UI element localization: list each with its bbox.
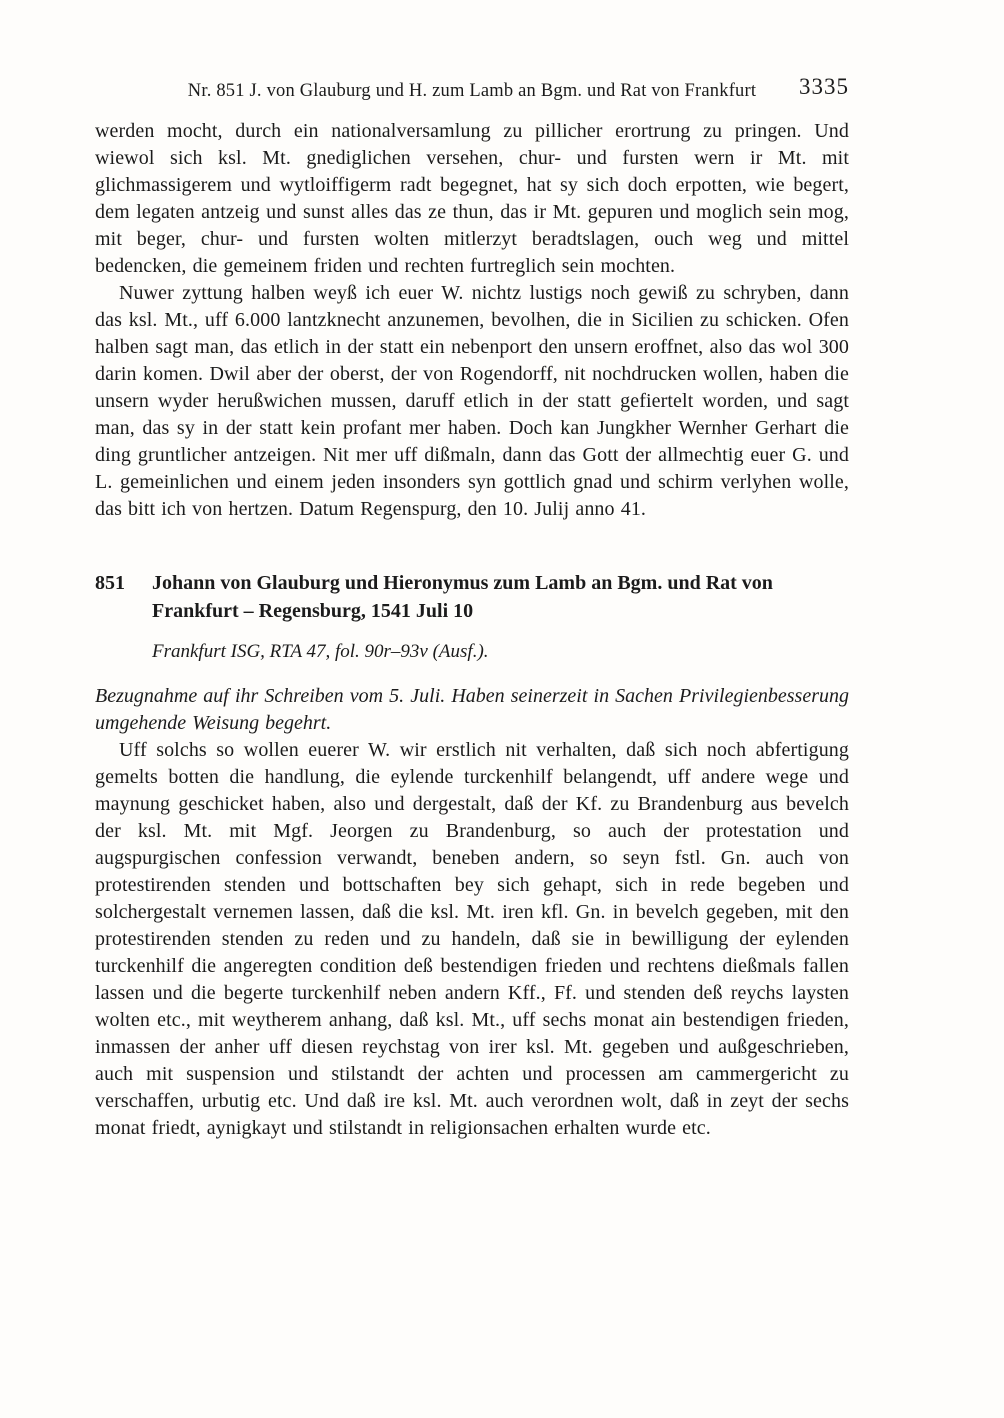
letter-number: 851 xyxy=(95,572,125,594)
archival-source: Frankfurt ISG, RTA 47, fol. 90r–93v (Ausf.). xyxy=(152,641,489,662)
letter-851-paragraph: Uff solchs so wollen euerer W. wir erstlich nit verhalten, daß sich noch abfertigung gemelts botten die handlung, die eylende turckenhilf belangendt, uff andere wege und maynung geschicket haben, also und dergestalt, daß der Kf. zu Brandenburg aus bevelch der ksl. Mt. mit Mgf. Jeorgen zu Brandenburg, so auch der protestation und augspurgischen confession verwandt, beneben andern, so seyn fstl. Gn. auch von protestirenden stenden und bottschaften bey sich gehapt, sich in rede begeben und solchergestalt vernemen lassen, daß die ksl. Mt. iren kfl. Gn. in bevelch gegeben, mit den protestirenden stenden zu reden und zu handeln, daß sie in bewilligung der eylenden turckenhilf die angeregten condition deß bestendigen frieden und rechtens dießmals fallen lassen und die begerte turckenhilf neben andern Kff., Ff. und stenden deß reychs laysten wolten etc., mit weytherem anhang, daß ksl. Mt., uff sechs monat ain bestendigen frieden, inmassen der anher uff diesen reychstag von irer ksl. Mt. gegeben und außgeschrieben, auch mit suspension und stilstandt der achten und processen am cammergericht zu verschaffen, urbutig etc. Und daß ire ksl. Mt. auch verordnen wolt, daß in zeyt der sechs monat friedt, aynigkayt und stilstandt in religionsachen erhalten wurde etc. xyxy=(95,739,849,1139)
running-head xyxy=(95,74,849,108)
letter-850-paragraph: Nuwer zyttung halben weyß ich euer W. nichtz lustigs noch gewiß zu schryben, dann das ksl. Mt., uff 6.000 lantzknecht anzunemen, bevolhen, die in Sicilien zu schicken. Ofen halben sagt man, das etlich in der statt ein nebenport den unsern eroffnet, also das wol 300 darin komen. Dwil aber der oberst, der von Rogendorff, nit nochdrucken wollen, haben die unsern wyder herußwichen mussen, daruff etlich in der statt gefiertelt worden, und sagt man, das sy in der statt kein profant mer haben. Doch kan Jungkher Wernher Gerhart die ding gruntlicher antzeigen. Nit mer uff dißmaln, dann das Gott der allmechtig euer G. und L. gemeinlichen und einem jeden insonders syn gottlich gnad und schirm verlyhen wolle, das bitt ich von hertzen. Datum Regenspurg, den 10. Julij anno 41. xyxy=(95,282,849,520)
page-number: 3335 xyxy=(799,74,849,99)
text-column xyxy=(95,74,849,1142)
running-head-title: Nr. 851 J. von Glauburg und H. zum Lamb an Bgm. und Rat von Frankfurt xyxy=(187,81,757,101)
letter-summary: Bezugnahme auf ihr Schreiben vom 5. Juli. Haben seinerzeit in Sachen Privilegienbesserung umgehende Weisung begehrt. xyxy=(95,685,849,734)
letter-850-continuation xyxy=(95,118,849,523)
letter-850-paragraph: werden mocht, durch ein nationalversamlung zu pillicher erortrung zu pringen. Und wiewol sich ksl. Mt. gnediglichen versehen, chur- und fursten wern ir Mt. mit glichmassigerem und wytloiffigerm radt begegnet, hat sy sich doch erpotten, wie begert, dem legaten antzeig und sunst alles das ze thun, das ir Mt. gepuren und moglich sein mog, mit beger, chur- und fursten wolten mitlerzyt beradtslagen, ouch weg und mittel bedencken, die gemeinem friden und rechten furtreglich sein mochten. xyxy=(95,120,849,277)
letter-title: Johann von Glauburg und Hieronymus zum Lamb an Bgm. und Rat von Frankfurt – Regensburg, 1541 Juli 10 xyxy=(152,572,773,622)
letter-heading xyxy=(95,569,849,625)
letter-body xyxy=(95,737,849,1142)
letter-851 xyxy=(95,569,849,1142)
